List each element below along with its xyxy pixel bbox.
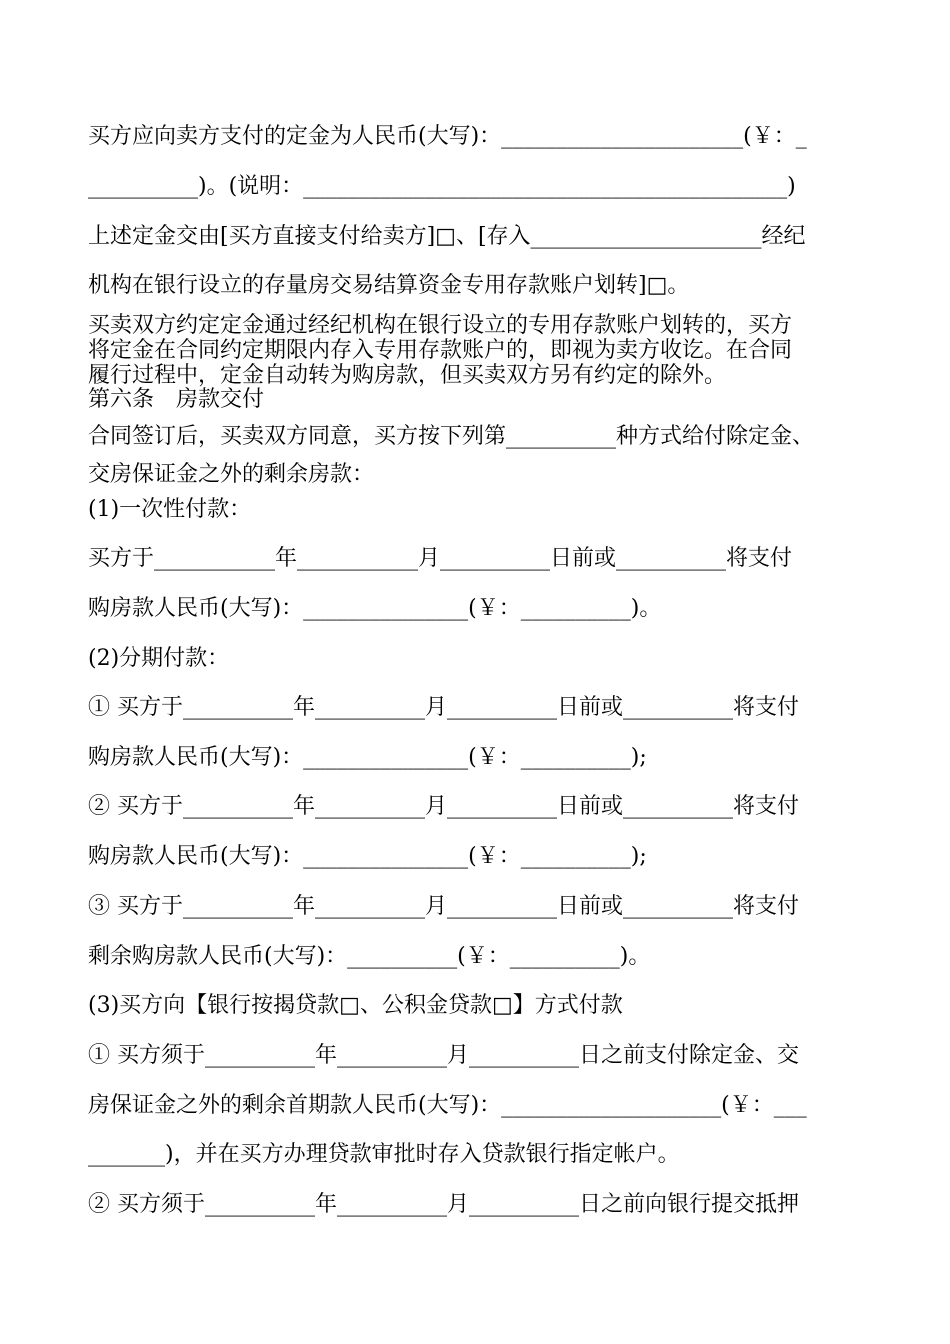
payment-method-line: 合同签订后，买卖双方同意，买方按下列第__________种方式给付除定金、 (88, 424, 815, 449)
deposit-clause-line-3: 履行过程中，定金自动转为购房款，但买卖双方另有约定的除外。 (88, 363, 727, 388)
option-two-heading: (2)分期付款： (88, 646, 230, 671)
installment-two-amount-line: 购房款人民币(大写)：_______________(￥：__________); (88, 844, 647, 869)
deposit-note-line: __________)。(说明：____________________________________________) (88, 174, 796, 199)
deposit-clause-line-2: 将定金在合同约定期限内存入专用存款账户的，即视为卖方收讫。在合同 (88, 338, 793, 363)
deposit-clause-line-1: 买卖双方约定定金通过经纪机构在银行设立的专用存款账户划转的，买方 (88, 313, 793, 338)
deposit-account-line: 机构在银行设立的存量房交易结算资金专用存款账户划转]□。 (88, 273, 690, 298)
installment-two-date-line: ② 买方于__________年__________月__________日前或__________将支付 (88, 794, 799, 819)
loan-deposit-account-line: _______)，并在买方办理贷款审批时存入贷款银行指定帐户。 (88, 1142, 680, 1167)
loan-mortgage-date-line: ② 买方须于__________年__________月__________日之前向银行提交抵押 (88, 1192, 799, 1217)
loan-first-payment-date-line: ① 买方须于__________年__________月__________日之前支付除定金、交 (88, 1043, 799, 1068)
installment-one-amount-line: 购房款人民币(大写)：_______________(￥：__________); (88, 745, 647, 770)
option-three-heading: (3)买方向【银行按揭贷款□、公积金贷款□】方式付款 (88, 993, 623, 1018)
deposit-payee-line: 上述定金交由[买方直接支付给卖方]□、[存入_____________________经纪 (88, 224, 806, 249)
option-one-heading: (1)一次性付款： (88, 497, 252, 522)
article-six-heading: 第六条 房款交付 (88, 387, 265, 412)
remaining-payment-line: 交房保证金之外的剩余房款： (88, 462, 375, 487)
deposit-amount-line: 买方应向卖方支付的定金为人民币(大写)：______________________(￥：_ (88, 124, 807, 149)
lump-sum-amount-line: 购房款人民币(大写)：_______________(￥：__________)。 (88, 596, 662, 621)
installment-one-date-line: ① 买方于__________年__________月__________日前或__________将支付 (88, 695, 799, 720)
loan-first-payment-amount-line: 房保证金之外的剩余首期款人民币(大写)：____________________(￥：___ (88, 1093, 807, 1118)
installment-three-amount-line: 剩余购房款人民币(大写)：__________(￥：__________)。 (88, 944, 651, 969)
lump-sum-date-line: 买方于___________年___________月__________日前或__________将支付 (88, 546, 793, 571)
installment-three-date-line: ③ 买方于__________年__________月__________日前或__________将支付 (88, 894, 799, 919)
